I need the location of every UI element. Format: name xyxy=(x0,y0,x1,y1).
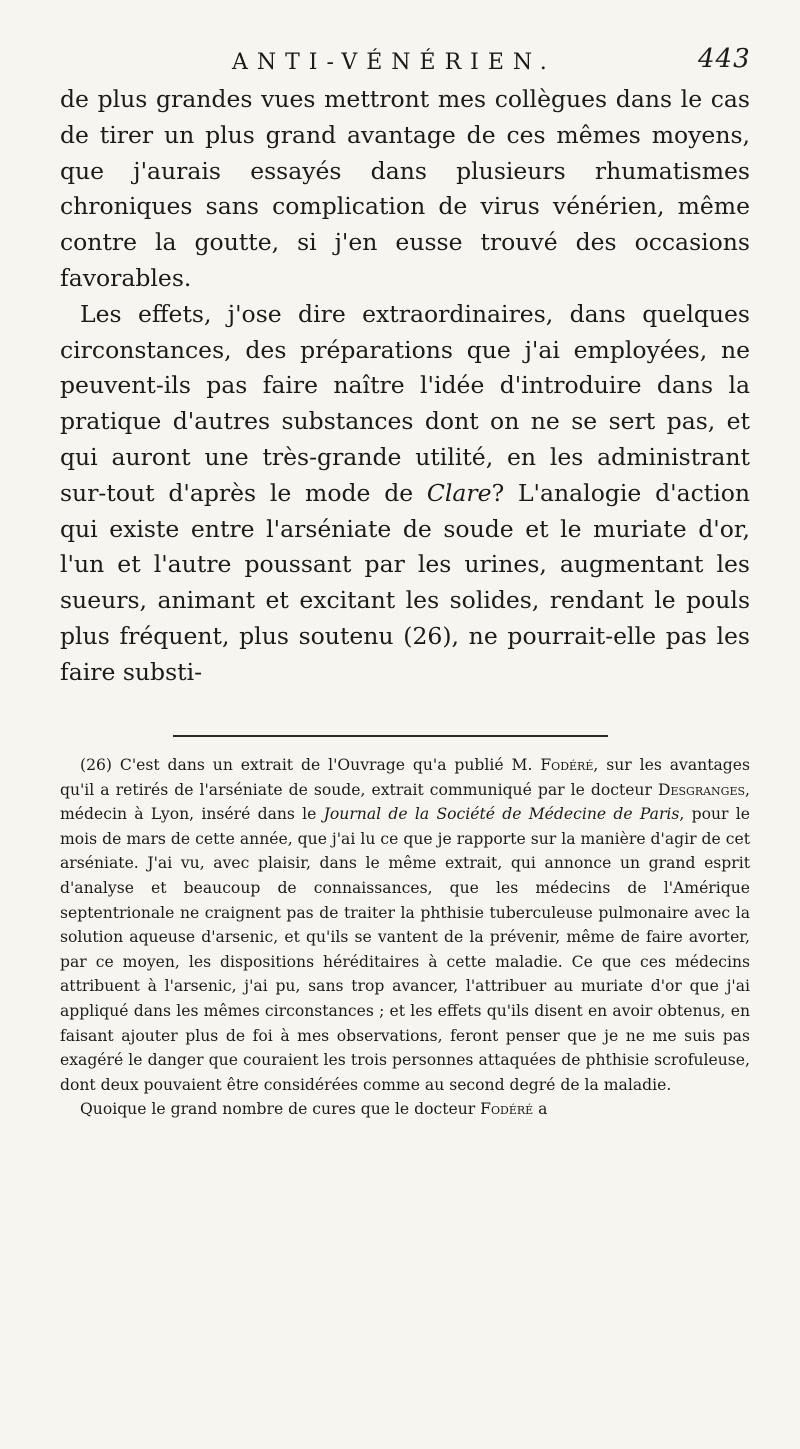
footnote-text: , médecin à Lyon, inséré dans le xyxy=(60,780,750,824)
paragraph xyxy=(60,297,750,691)
footnote-text: a xyxy=(533,1100,548,1119)
footnote-separator xyxy=(173,735,608,737)
main-text xyxy=(60,82,750,691)
footnote-text: , pour le mois de mars de cette année, que j'ai lu ce que je rapporte sur la manière d'agir de cet arséniate. J'ai vu, avec plaisir, dans le même extrait, qui annonce un grand esprit d'analyse et beaucoup de connaissances, que les médecins de l'Amérique septentrionale ne craignent pas de traiter la phthisie tuberculeuse pulmonaire avec la solution aqueuse d'arsenic, et qu'ils se vantent de la prévenir, même de faire avorter, par ce moyen, les dispositions héréditaires à cette maladie. Ce que ces médecins attribuent à l'arsenic, j'ai pu, sans trop avancer, l'attribuer au muriate d'or que j'ai appliqué dans les mêmes circonstances ; et les effets qu'ils disent en avoir obtenus, en faisant ajouter plus de foi à mes observations, feront penser que je ne me suis pas exagéré le danger que couraient les trois personnes attaquées de phthisie scrofuleuse, dont deux pouvaient être considérées comme au second degré de la maladie. xyxy=(60,805,750,1094)
page-number: 443 xyxy=(698,44,751,74)
footnote-text: Quoique le grand nombre de cures que le docteur xyxy=(80,1100,481,1119)
author-name-clare: Clare xyxy=(426,478,492,507)
paragraph-text-continued: ? L'analogie d'action qui existe entre l'arséniate de soude et le muriate d'or, l'un et l'autre poussant par les urines, augmentant les sueurs, animant et excitant les solides, rendant le pouls plus fréquent, plus soutenu (26), ne pourrait-elle pas les faire substi- xyxy=(60,478,750,686)
footnote-text: , sur les avantages qu'il a retirés de l'arséniate de soude, extrait communiqué par le docteur xyxy=(60,756,750,799)
footnotes xyxy=(60,753,750,1122)
footnote-26 xyxy=(60,753,750,1097)
author-name-fodere: Fodéré xyxy=(540,756,594,774)
footnote-text: (26) C'est dans un extrait de l'Ouvrage qu'a publié M. xyxy=(80,756,541,774)
footnote-paragraph xyxy=(60,1097,750,1122)
paragraph-text: Les effets, j'ose dire extraordinaires, dans quelques circonstances, des préparations que j'ai employées, ne peuvent-ils pas faire naître l'idée d'introduire dans la pratique d'autres substances dont on ne se sert pas, et qui auront une très-grande utilité, en les administrant sur-tout d'après le mode de xyxy=(60,299,750,507)
author-name-desgranges: Desgranges xyxy=(657,780,746,799)
author-name-fodere: Fodéré xyxy=(480,1100,534,1119)
running-head: ANTI-VÉNÉRIEN. xyxy=(232,50,556,75)
journal-title: Journal de la Société de Médecine de Paris xyxy=(323,805,680,824)
paragraph-continuation: de plus grandes vues mettront mes collègues dans le cas de tirer un plus grand avantage de ces mêmes moyens, que j'aurais essayés dans plusieurs rhumatismes chroniques sans complication de virus vénérien, même contre la goutte, si j'en eusse trouvé des occasions favorables. xyxy=(60,85,750,292)
